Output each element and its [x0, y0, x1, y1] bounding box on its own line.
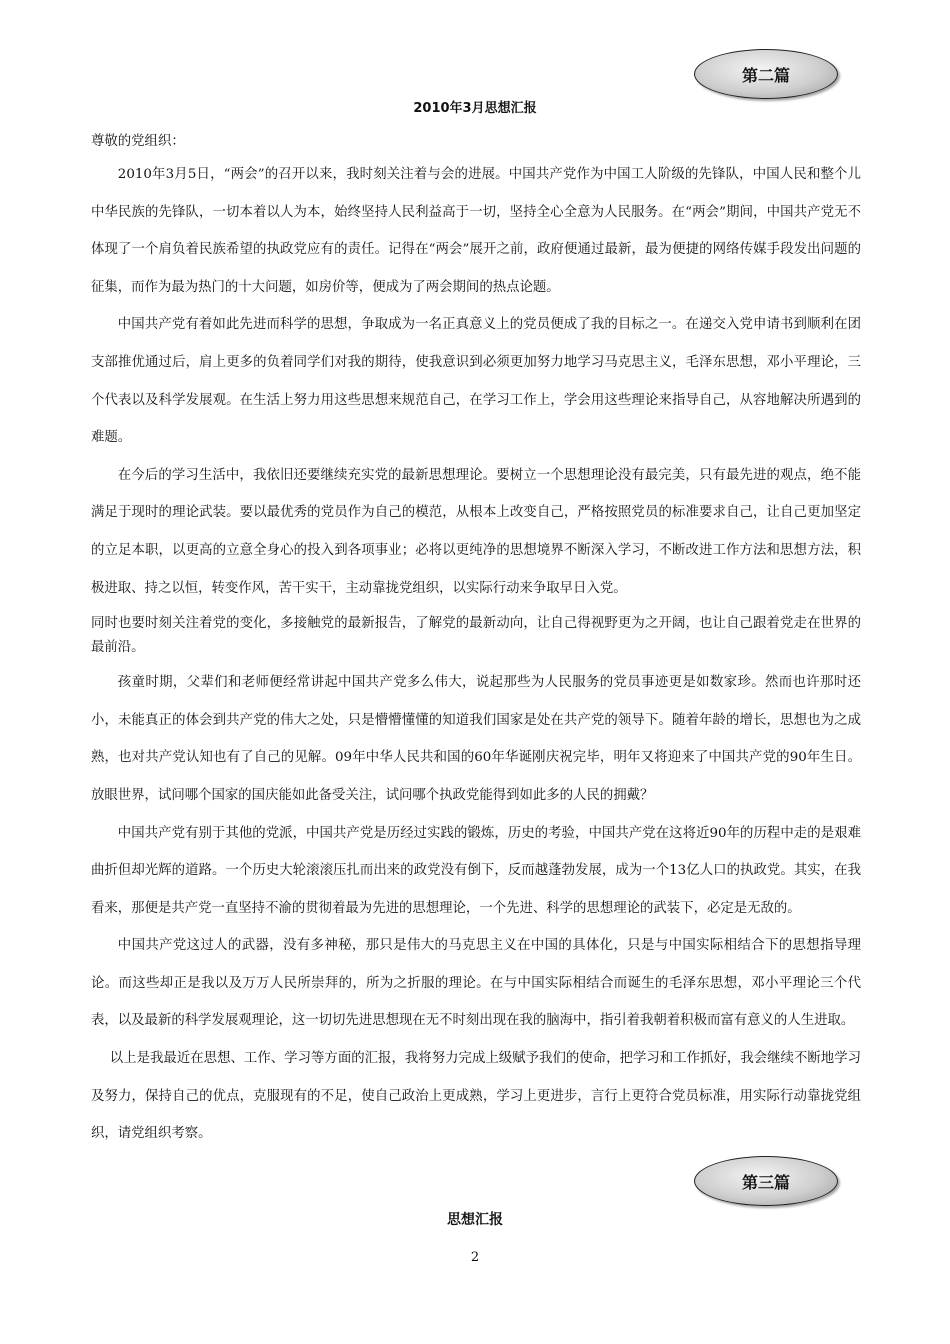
section-badge-second: 第二篇 — [694, 49, 838, 99]
paragraph: 孩童时期，父辈们和老师便经常讲起中国共产党多么伟大，说起那些为人民服务的党员事迹更是如数家珍。然而也许那时还小，未能真正的体会到共产党的伟大之处，只是懵懵懂懂的知道我们国家是处在共产党的领导下。随着年龄的增长，思想也为之成熟，也对共产党认知也有了自己的见解。09年中华人民共和国的60年华诞刚庆祝完毕，明年又将迎来了中国共产党的90年生日。放眼世界，试问哪个国家的国庆能如此备受关注，试问哪个执政党能得到如此多的人民的拥戴？ — [91, 675, 861, 803]
section-badge-third: 第三篇 — [694, 1156, 838, 1206]
salutation: 尊敬的党组织： — [91, 134, 185, 149]
next-section-heading: 思想汇报 — [447, 1212, 503, 1228]
document-body — [91, 128, 861, 1153]
paragraph: 中国共产党有着如此先进而科学的思想，争取成为一名正真意义上的党员便成了我的目标之一。在递交入党申请书到顺利在团支部推优通过后，肩上更多的负着同学们对我的期待，使我意识到必须更加努力地学习马克思主义，毛泽东思想，邓小平理论，三个代表以及科学发展观。在生活上努力用这些思想来规范自己，在学习工作上，学会用这些理论来指导自己，从容地解决所遇到的难题。 — [91, 317, 861, 446]
paragraph: 同时也要时刻关注着党的变化，多接触党的最新报告，了解党的最新动向，让自己得视野更为之开阔，也让自己跟着党走在世界的最前沿。 — [91, 616, 861, 656]
page-number: 2 — [470, 1250, 480, 1265]
paragraph: 在今后的学习生活中，我依旧还要继续充实党的最新思想理论。要树立一个思想理论没有最完美，只有最先进的观点，绝不能满足于现时的理论武装。要以最优秀的党员作为自己的模范，从根本上改变自己，严格按照党员的标准要求自己，让自己更加坚定的立足本职，以更高的立意全身心的投入到各项事业；必将以更纯净的思想境界不断深入学习，不断改进工作方法和思想方法，积极进取、持之以恒，转变作风，苦干实干，主动靠拢党组织，以实际行动来争取早日入党。 — [91, 467, 861, 596]
paragraph: 中国共产党有别于其他的党派，中国共产党是历经过实践的锻炼，历史的考验，中国共产党在这将近90年的历程中走的是艰难曲折但却光辉的道路。一个历史大轮滚滚压扎而出来的政党没有倒下，反而越蓬勃发展，成为一个13亿人口的执政党。其实，在我看来，那便是共产党一直坚持不渝的贯彻着最为先进的思想理论，一个先进、科学的思想理论的武装下，必定是无敌的。 — [91, 825, 861, 916]
paragraph: 2010年3月5日，“两会”的召开以来，我时刻关注着与会的进展。中国共产党作为中国工人阶级的先锋队，中国人民和整个儿中华民族的先锋队，一切本着以人为本，始终坚持人民利益高于一切，坚持全心全意为人民服务。在“两会”期间，中国共产党无不体现了一个肩负着民族希望的执政党应有的责任。记得在“两会”展开之前，政府便通过最新，最为便捷的网络传媒手段发出问题的征集，而作为最为热门的十大问题，如房价等，便成为了两会期间的热点论题。 — [91, 167, 861, 295]
closing-paragraph: 以上是我最近在思想、工作、学习等方面的汇报，我将努力完成上级赋予我们的使命，把学习和工作抓好，我会继续不断地学习及努力，保持自己的优点，克服现有的不足，使自己政治上更成熟，学习上更进步，言行上更符合党员标准，用实际行动靠拢党组织，请党组织考察。 — [91, 1051, 861, 1142]
paragraph: 中国共产党这过人的武器，没有多神秘，那只是伟大的马克思主义在中国的具体化，只是与中国实际相结合下的思想指导理论。而这些却正是我以及万万人民所崇拜的，所为之折服的理论。在与中国实际相结合而诞生的毛泽东思想，邓小平理论三个代表，以及最新的科学发展观理论，这一切切先进思想现在无不时刻出现在我的脑海中，指引着我朝着积极而富有意义的人生进取。 — [91, 938, 861, 1029]
document-title: 2010年3月思想汇报 — [413, 101, 537, 116]
